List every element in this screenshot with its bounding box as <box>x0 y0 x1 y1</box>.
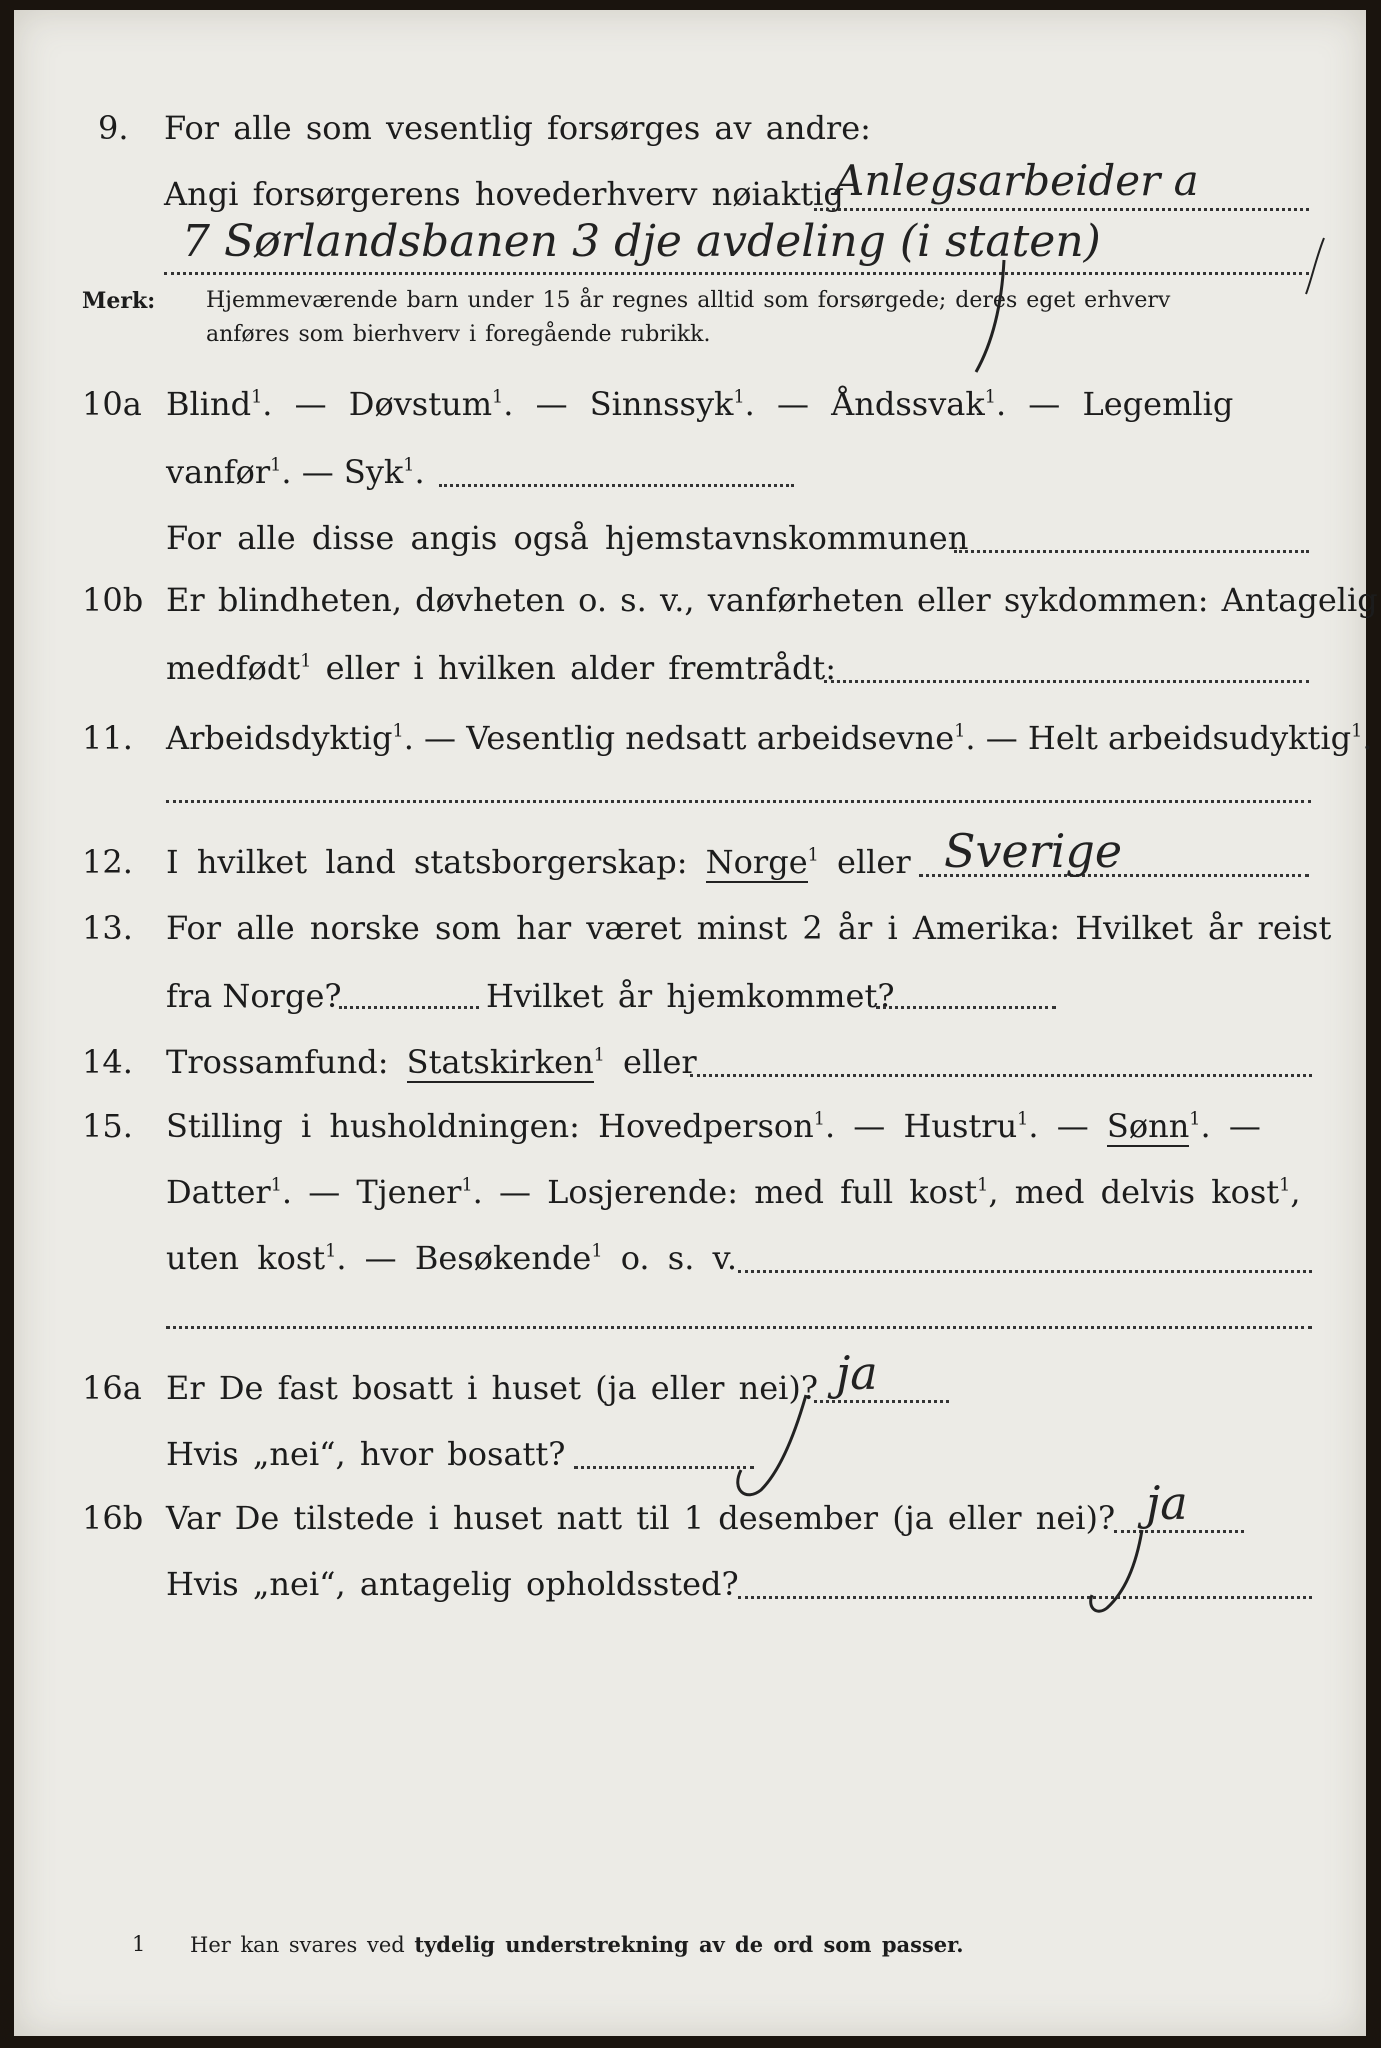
q16a-dotline2 <box>574 1466 754 1469</box>
q14-number: 14. <box>82 1043 133 1081</box>
q16b-handwritten-answer: ja <box>1146 1476 1188 1530</box>
q10a-dotline-hjemstavn <box>954 550 1309 553</box>
q13-dotline-hjemkommet <box>876 1006 1056 1009</box>
q14-line: Trossamfund: Statskirken$^1$ eller <box>166 1043 697 1081</box>
q16b-line1: Var De tilstede i huset natt til 1 desember (ja eller nei)? <box>166 1499 1116 1537</box>
q15-line1: Stilling i husholdningen: Hovedperson$^1$. — Hustru$^1$. — Sønn$^1$. — <box>166 1107 1261 1145</box>
q11-number: 11. <box>82 719 133 757</box>
q9-answer-dotline2 <box>164 272 1309 275</box>
q11-dotline <box>166 800 1311 803</box>
q10b-number: 10b <box>82 581 144 619</box>
q10a-line1: Blind$^1$. — Døvstum$^1$. — Sinnssyk$^1$. — Åndssvak$^1$. — Legemlig <box>166 385 1234 423</box>
q16b-line2: Hvis „nei“, antagelig opholdssted? <box>166 1565 739 1603</box>
q11-line: Arbeidsdyktig$^1$. — Vesentlig nedsatt arbeidsevne$^1$. — Helt arbeidsudyktig$^1$. <box>166 719 1373 757</box>
q13-line1: For alle norske som har været minst 2 år i Amerika: Hvilket år reist <box>166 909 1332 947</box>
q16a-handwritten-stroke <box>726 1390 826 1500</box>
q16a-line2: Hvis „nei“, hvor bosatt? <box>166 1435 566 1473</box>
q9-number: 9. <box>98 109 129 147</box>
q16b-number: 16b <box>82 1499 144 1537</box>
q16a-line1: Er De fast bosatt i huset (ja eller nei)? <box>166 1369 819 1407</box>
q10b-dotline <box>824 680 1309 683</box>
footnote-text: Her kan svares ved tydelig understrekning av de ord som passer. <box>190 1932 964 1957</box>
q12-handwritten-answer: Sverige <box>944 824 1123 878</box>
q16a-dotline1 <box>814 1400 949 1403</box>
census-form-page <box>14 10 1378 2036</box>
q9-handwritten-answer1: Anlegsarbeider a <box>834 156 1199 205</box>
q15-dotline1 <box>738 1270 1312 1273</box>
q12-number: 12. <box>82 843 133 881</box>
q13-line2a: fra Norge? <box>166 977 342 1015</box>
q15-line3: uten kost$^1$. — Besøkende$^1$ o. s. v. <box>166 1239 737 1277</box>
footnote-mark: 1 <box>132 1932 146 1956</box>
q9-line1: For alle som vesentlig forsørges av andre: <box>164 109 871 147</box>
q9-answer-dotline1 <box>814 208 1309 211</box>
q13-number: 13. <box>82 909 133 947</box>
q13-dotline-reist <box>339 1006 479 1009</box>
q15-dotline2 <box>166 1326 1312 1329</box>
q15-number: 15. <box>82 1107 133 1145</box>
q12-line: I hvilket land statsborgerskap: Norge$^1$ eller <box>166 843 911 881</box>
q10a-line3: For alle disse angis også hjemstavnskommunen <box>166 519 969 557</box>
q10a-line2: vanfør$^1$. — Syk$^1$. <box>166 453 425 491</box>
q13-line2b: Hvilket år hjemkommet? <box>486 977 895 1015</box>
q16b-handwritten-stroke <box>1082 1530 1162 1620</box>
q10a-number: 10a <box>82 385 142 423</box>
q9-handwritten-stroke <box>964 260 1024 380</box>
q14-dotline <box>690 1074 1312 1077</box>
q9-handwritten-answer2: 7 Sørlandsbanen 3 dje avdeling (i staten) <box>182 216 1101 267</box>
q10b-line1: Er blindheten, døvheten o. s. v., vanførheten eller sykdommen: Antagelig <box>166 581 1378 619</box>
q16a-number: 16a <box>82 1369 142 1407</box>
merk-line2: anføres som bierhverv i foregående rubrikk. <box>206 322 711 347</box>
q9-line2: Angi forsørgerens hovederhverv nøiaktig <box>164 175 844 213</box>
q15-line2: Datter$^1$. — Tjener$^1$. — Losjerende: med full kost$^1$, med delvis kost$^1$, <box>166 1173 1301 1211</box>
q16b-dotline2 <box>738 1596 1312 1599</box>
q10a-dotline-syk <box>439 484 794 487</box>
merk-line1: Hjemmeværende barn under 15 år regnes alltid som forsørgede; deres eget erhverv <box>206 288 1171 313</box>
merk-label: Merk: <box>82 288 156 314</box>
q16a-handwritten-answer: ja <box>836 1346 878 1400</box>
q10b-line2: medfødt$^1$ eller i hvilken alder fremtrådt: <box>166 649 837 687</box>
q9-handwritten-paren <box>1304 238 1334 298</box>
